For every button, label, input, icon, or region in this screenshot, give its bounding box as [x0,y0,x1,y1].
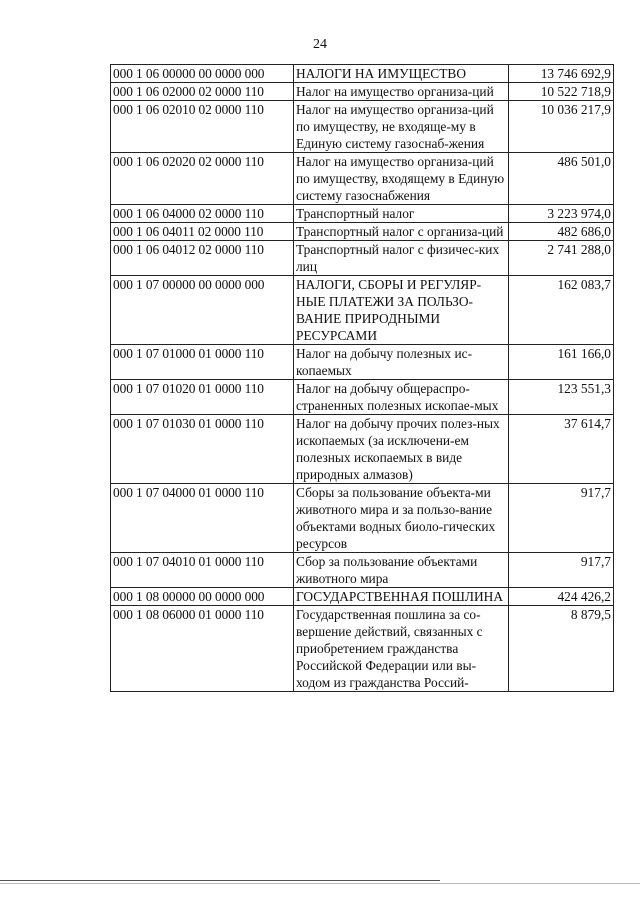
revenue-name-cell: Транспортный налог с организа-ций [294,223,509,241]
revenue-name-cell: Налог на добычу общераспро-страненных полезных ископае-мых [294,380,509,415]
revenue-name-cell: Государственная пошлина за со-вершение действий, связанных с приобретением гражданства Российской Федерации или вы-ходом из гражданства Россий- [294,606,509,692]
table-row [111,83,614,101]
table-row [111,276,614,345]
budget-code-cell: 000 1 07 00000 00 0000 000 [111,276,294,345]
table-row [111,205,614,223]
budget-code-cell: 000 1 06 00000 00 0000 000 [111,65,294,83]
budget-code-cell: 000 1 07 01000 01 0000 110 [111,345,294,380]
table-row [111,65,614,83]
budget-code-cell: 000 1 06 04012 02 0000 110 [111,241,294,276]
revenue-name-cell: Налог на имущество организа-ций [294,83,509,101]
table-row [111,606,614,692]
table-row [111,553,614,588]
revenue-name-cell: Транспортный налог [294,205,509,223]
budget-code-cell: 000 1 06 04000 02 0000 110 [111,205,294,223]
table-row [111,241,614,276]
amount-cell: 13 746 692,9 [509,65,614,83]
amount-cell: 917,7 [509,484,614,553]
table-row [111,588,614,606]
amount-cell: 486 501,0 [509,153,614,205]
budget-revenue-table [110,64,614,692]
budget-code-cell: 000 1 06 02000 02 0000 110 [111,83,294,101]
table-row [111,223,614,241]
table-row [111,153,614,205]
amount-cell: 424 426,2 [509,588,614,606]
revenue-name-cell: Сбор за пользование объектами животного мира [294,553,509,588]
table-row [111,380,614,415]
amount-cell: 917,7 [509,553,614,588]
amount-cell: 2 741 288,0 [509,241,614,276]
amount-cell: 162 083,7 [509,276,614,345]
revenue-name-cell: Налог на добычу полезных ис-копаемых [294,345,509,380]
scan-edge-line [0,883,640,884]
amount-cell: 8 879,5 [509,606,614,692]
footer-divider [0,880,440,881]
revenue-name-cell: Сборы за пользование объекта-ми животного мира и за пользо-вание объектами водных биоло-гических ресурсов [294,484,509,553]
budget-code-cell: 000 1 07 01030 01 0000 110 [111,415,294,484]
revenue-name-cell: Налог на имущество организа-ций по имуществу, входящему в Единую систему газоснабжения [294,153,509,205]
table-row [111,345,614,380]
budget-code-cell: 000 1 06 04011 02 0000 110 [111,223,294,241]
revenue-name-cell: Налог на добычу прочих полез-ных ископаемых (за исключени-ем полезных ископаемых в виде природных алмазов) [294,415,509,484]
budget-code-cell: 000 1 06 02020 02 0000 110 [111,153,294,205]
budget-code-cell: 000 1 08 06000 01 0000 110 [111,606,294,692]
revenue-name-cell: Транспортный налог с физичес-ких лиц [294,241,509,276]
amount-cell: 3 223 974,0 [509,205,614,223]
amount-cell: 482 686,0 [509,223,614,241]
revenue-name-cell: Налог на имущество организа-ций по имуществу, не входяще-му в Единую систему газоснаб-жения [294,101,509,153]
amount-cell: 10 522 718,9 [509,83,614,101]
revenue-name-cell: НАЛОГИ, СБОРЫ И РЕГУЛЯР-НЫЕ ПЛАТЕЖИ ЗА ПОЛЬЗО-ВАНИЕ ПРИРОДНЫМИ РЕСУРСАМИ [294,276,509,345]
amount-cell: 161 166,0 [509,345,614,380]
amount-cell: 123 551,3 [509,380,614,415]
page-number: 24 [313,37,327,52]
budget-code-cell: 000 1 07 04010 01 0000 110 [111,553,294,588]
table-row [111,415,614,484]
budget-code-cell: 000 1 06 02010 02 0000 110 [111,101,294,153]
revenue-name-cell: ГОСУДАРСТВЕННАЯ ПОШЛИНА [294,588,509,606]
revenue-name-cell: НАЛОГИ НА ИМУЩЕСТВО [294,65,509,83]
budget-code-cell: 000 1 07 01020 01 0000 110 [111,380,294,415]
table-row [111,484,614,553]
budget-code-cell: 000 1 07 04000 01 0000 110 [111,484,294,553]
amount-cell: 10 036 217,9 [509,101,614,153]
table-row [111,101,614,153]
budget-code-cell: 000 1 08 00000 00 0000 000 [111,588,294,606]
amount-cell: 37 614,7 [509,415,614,484]
